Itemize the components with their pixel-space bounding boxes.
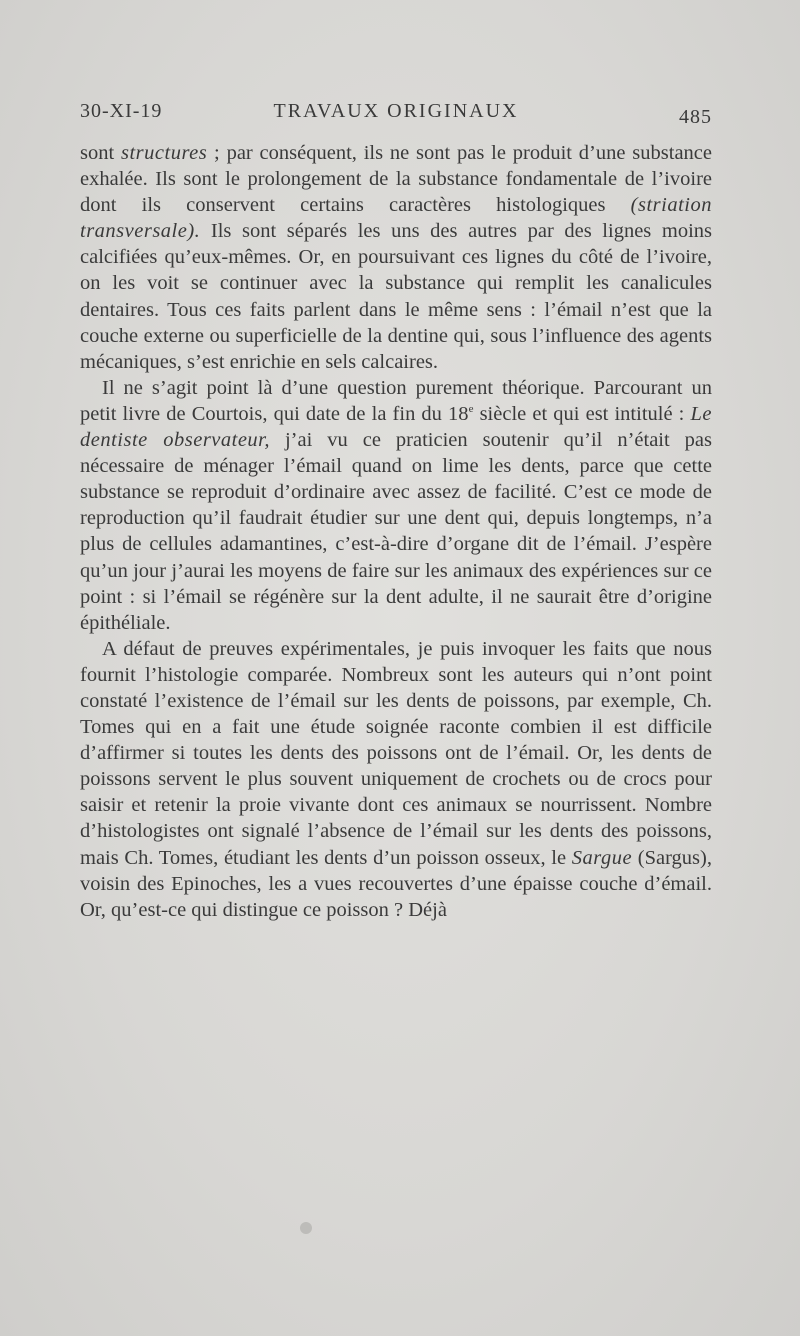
text-run: Ils sont séparés les uns des autres par des lignes moins calcifiées qu’eux-mêmes. Or, en poursuivant ces lignes du côté de l’ivoire, on les voit se continuer avec la substance qui remplit les canalicules dentaires. Tous ces faits parlent dans le même sens : l’émail n’est que la couche externe ou superficielle de la dentine qui, sous l’influence des agents mécaniques, s’est enrichie en sels calcaires. xyxy=(80,220,712,373)
text-run: Il ne s’agit point là d’une question purement théorique. Parcourant un petit livre de Courtois, qui date de la fin du 18 xyxy=(80,376,712,425)
italic-term: (striation transversale). xyxy=(80,194,712,243)
header-title: TRAVAUX ORIGINAUX xyxy=(273,100,519,122)
running-header xyxy=(80,100,712,130)
body-text xyxy=(80,140,712,923)
paragraph-3 xyxy=(80,636,712,923)
paragraph-1 xyxy=(80,140,712,375)
text-run: sont xyxy=(80,142,121,164)
text-run: A défaut de preuves expérimentales, je puis invoquer les faits que nous fournit l’histologie comparée. Nombreux sont les auteurs qui n’ont point constaté l’existence de l’émail sur les dents de poissons, par exemple, Ch. Tomes qui en a fait une étude soignée raconte combien il est difficile d’affirmer si toutes les dents des poissons ont de l’émail. Or, les dents de poissons servent le plus souvent uniquement de crochets ou de crocs pour saisir et retenir la proie vivante dont ces animaux se nourrissent. Nombre d’histologistes ont signalé l’absence de l’émail sur les dents des poissons, mais Ch. Tomes, étudiant les dents d’un poisson osseux, le xyxy=(80,637,712,869)
page-number: 485 xyxy=(679,106,712,128)
paper-speck xyxy=(300,1222,312,1234)
text-run: (Sargus), voisin des Epinoches, les a vues recouvertes d’une épaisse couche d’émail. Or, qu’est-ce qui distingue ce poisson ? Déjà xyxy=(80,846,712,921)
text-run: ; par conséquent, ils ne sont pas le produit d’une substance exhalée. Ils sont le prolongement de la substance fondamentale de l’ivoire dont ils conservent certains caractères histologiques xyxy=(80,142,712,217)
text-run: siècle et qui est intitulé : xyxy=(473,402,691,425)
paragraph-2 xyxy=(80,375,712,636)
superscript: e xyxy=(468,403,474,416)
header-date: 30-XI-19 xyxy=(80,100,163,122)
text-run: j’ai vu ce praticien soutenir qu’il n’était pas nécessaire de ménager l’émail quand on lime les dents, parce que cette substance se reproduit d’ordinaire avec assez de facilité. C’est ce mode de reproduction qu’il faudrait étudier sur une dent qui, depuis longtemps, n’a plus de cellules adamantines, c’est-à-dire d’organe dit de l’émail. J’espère qu’un jour j’aurai les moyens de faire sur les animaux des expériences sur ce point : si l’émail se régénère sur la dent adulte, il ne saurait être d’origine épithéliale. xyxy=(80,429,712,634)
italic-term: structures xyxy=(121,142,208,164)
italic-term: Sargue xyxy=(571,846,633,869)
book-title: Le dentiste observateur, xyxy=(80,402,712,452)
